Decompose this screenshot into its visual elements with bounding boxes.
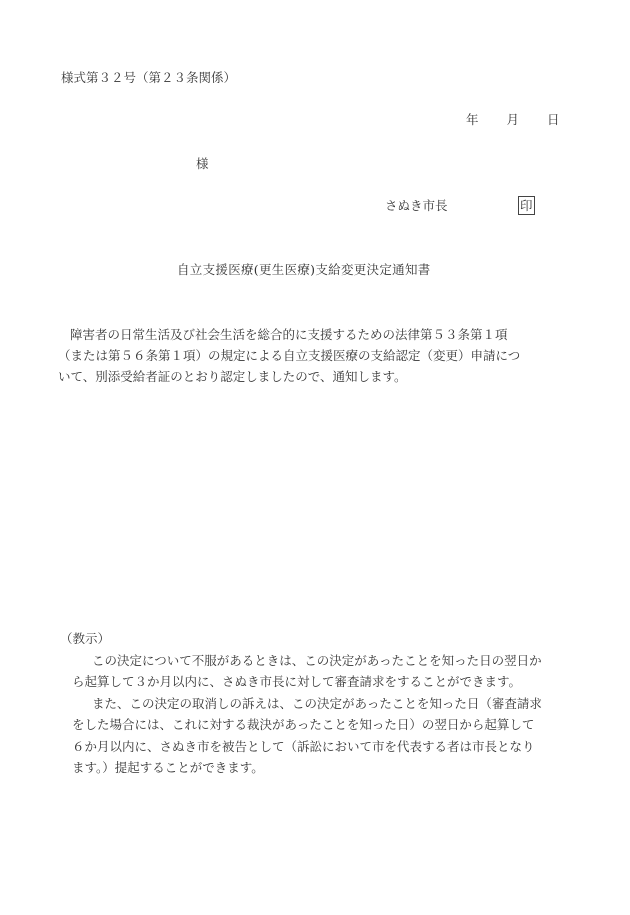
seal-mark: 印 [520,198,533,213]
issuer-name: さぬき市長 [385,198,448,213]
notice-line: ６か月以内に、さぬき市を被告として（訴訟において市を代表する者は市長となり [72,738,535,754]
body-line: （または第５６条第１項）の規定による自立支援医療の支給認定（変更）申請につ [58,348,521,363]
notice-heading: （教示） [60,631,111,646]
document-title: 自立支援医療(更生医療)支給変更決定通知書 [177,262,431,277]
date-line [466,112,560,128]
notice-line: ます。）提起することができます。 [72,760,264,775]
day-label: 日 [547,112,560,127]
body-line: 障害者の日常生活及び社会生活を総合的に支援するための法律第５３条第１項 [70,327,508,342]
body-line: いて、別添受給者証のとおり認定しましたので、通知します。 [58,369,407,384]
notice-line: この決定について不服があるときは、この決定があったことを知った日の翌日か [92,652,542,668]
year-label: 年 [466,112,479,127]
form-number: 様式第３２号（第２３条関係） [61,70,237,85]
notice-line: をした場合には、これに対する裁決があったことを知った日）の翌日から起算して [72,717,535,732]
month-label: 月 [506,112,520,127]
addressee-suffix: 様 [196,156,209,171]
notice-line: ら起算して３か月以内に、さぬき市長に対して審査請求をすることができます。 [72,674,522,689]
notice-section [60,628,594,779]
notice-line: また、この決定の取消しの訴えは、この決定があったことを知った日（審査請求 [92,695,542,711]
body-paragraph [58,324,588,387]
